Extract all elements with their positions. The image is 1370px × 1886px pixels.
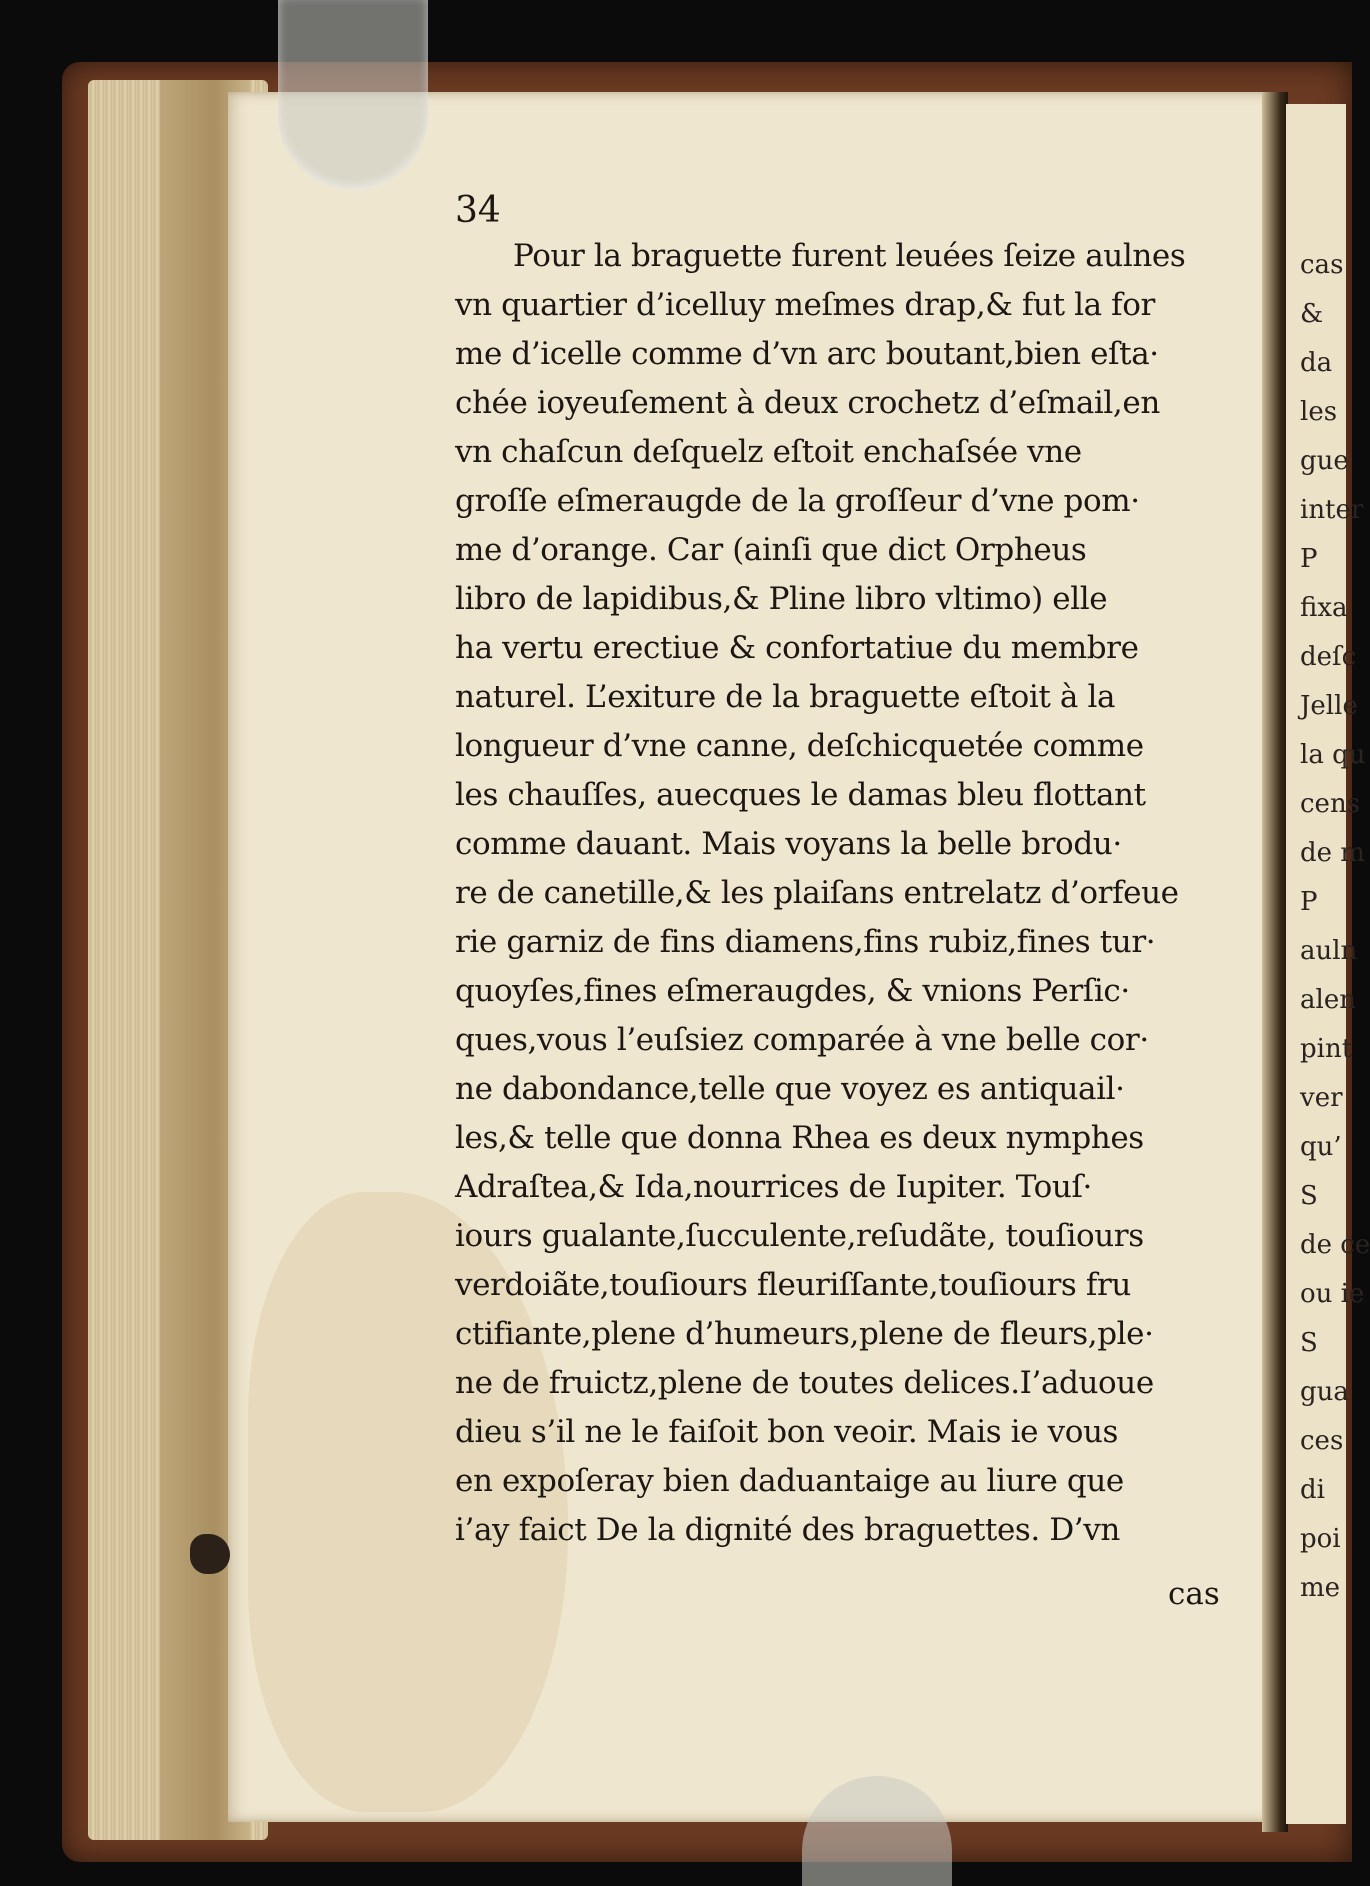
book-gutter	[1262, 92, 1288, 1832]
facing-page-fragment: S	[1300, 1181, 1318, 1211]
facing-page-fragment: da	[1300, 348, 1333, 378]
text-line: quoyſes,fines eſmeraugdes, & vnions Perſic·	[455, 973, 1130, 1009]
text-line: dieu s’il ne le faiſoit bon veoir. Mais ie vous	[455, 1414, 1119, 1450]
text-line: rie garniz de fins diamens,fins rubiz,fines tur·	[455, 924, 1156, 960]
text-line: re de canetille,& les plaiſans entrelatz d’orfeue	[455, 875, 1179, 911]
text-line: les chauſſes, auecques le damas bleu flottant	[455, 777, 1146, 813]
page-number: 34	[455, 190, 501, 231]
text-line: ne de fruictz,plene de toutes delices.I’aduoue	[455, 1365, 1154, 1401]
text-line: Adraſtea,& Ida,nourrices de Iupiter. Touſ·	[455, 1169, 1093, 1205]
facing-page-fragment: pint	[1300, 1034, 1353, 1064]
facing-page-fragment: &	[1300, 299, 1324, 329]
text-line: les,& telle que donna Rhea es deux nymphes	[455, 1120, 1144, 1156]
facing-page-fragment: fixa	[1300, 593, 1348, 623]
facing-page-fragment: cas	[1300, 250, 1344, 280]
facing-page-fragment: auln	[1300, 936, 1358, 966]
facing-page-fragment: deſc	[1300, 642, 1357, 672]
text-line: naturel. L’exiture de la braguette eſtoit à la	[455, 679, 1116, 715]
facing-page-fragment: Jelle	[1300, 691, 1358, 721]
facing-page-fragment: les	[1300, 397, 1338, 427]
text-line: verdoiãte,touſiours fleuriſſante,touſiours fru	[455, 1267, 1131, 1303]
facing-page-fragment: de ce	[1300, 1230, 1370, 1260]
text-line: longueur d’vne canne, deſchicquetée comme	[455, 728, 1144, 764]
text-line: ctifiante,plene d’humeurs,plene de fleurs,ple·	[455, 1316, 1154, 1352]
text-line: ha vertu erectiue & confortatiue du membre	[455, 630, 1139, 666]
facing-page-fragment: me	[1300, 1573, 1341, 1603]
facing-page-fragment: gue	[1300, 446, 1349, 476]
page-clip-top	[278, 0, 428, 190]
facing-page-fragment: la qu	[1300, 740, 1366, 770]
text-line: chée ioyeuſement à deux crochetz d’eſmail,en	[455, 385, 1160, 421]
facing-page-fragment: alen	[1300, 985, 1356, 1015]
ink-blot	[190, 1534, 230, 1574]
text-line: i’ay faict De la dignité des braguettes. D’vn	[455, 1512, 1120, 1548]
text-line: libro de lapidibus,& Pline libro vltimo) elle	[455, 581, 1108, 617]
facing-page-fragment: P	[1300, 544, 1318, 574]
facing-page-fragment: ver	[1300, 1083, 1343, 1113]
facing-page-fragment: qu’	[1300, 1132, 1342, 1162]
text-line: iours gualante,ſucculente,reſudãte, touſiours	[455, 1218, 1144, 1254]
catchword: cas	[1168, 1576, 1220, 1612]
text-line: Pour la braguette furent leuées ſeize aulnes	[513, 238, 1186, 274]
facing-page-fragment: P	[1300, 887, 1318, 917]
facing-page-fragment: poi	[1300, 1524, 1341, 1554]
facing-page-fragment: de m	[1300, 838, 1365, 868]
text-line: ne dabondance,telle que voyez es antiquail·	[455, 1071, 1125, 1107]
facing-page-fragment: inter	[1300, 495, 1364, 525]
text-line: comme dauant. Mais voyans la belle brodu·	[455, 826, 1122, 862]
text-block	[455, 232, 1245, 1555]
text-line: vn quartier d’icelluy meſmes drap,& fut la for	[455, 287, 1155, 323]
text-line: groſſe eſmeraugde de la groſſeur d’vne pom·	[455, 483, 1140, 519]
facing-page-fragment: di	[1300, 1475, 1325, 1505]
text-line: vn chaſcun deſquelz eſtoit enchaſsée vne	[455, 434, 1082, 470]
facing-page-fragment: ou ie	[1300, 1279, 1365, 1309]
facing-page-fragment: ces	[1300, 1426, 1344, 1456]
facing-page-fragment: cens	[1300, 789, 1361, 819]
facing-page-fragment: S	[1300, 1328, 1318, 1358]
text-line: en expoſeray bien daduantaige au liure que	[455, 1463, 1124, 1499]
text-line: me d’orange. Car (ainſi que dict Orpheus	[455, 532, 1087, 568]
text-line: me d’icelle comme d’vn arc boutant,bien eſta·	[455, 336, 1159, 372]
facing-page-fragment: gua	[1300, 1377, 1349, 1407]
text-line: ques,vous l’euſsiez comparée à vne belle cor·	[455, 1022, 1149, 1058]
